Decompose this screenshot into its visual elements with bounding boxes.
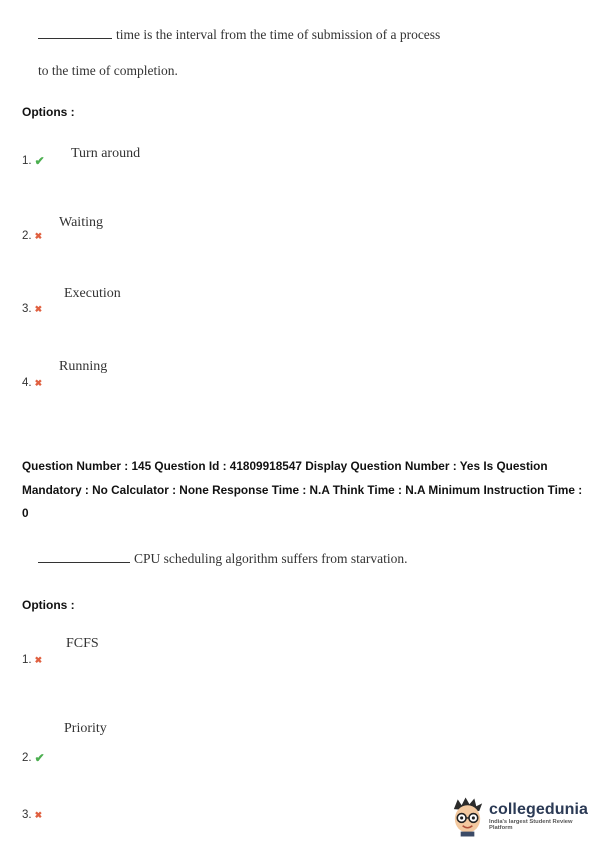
option-number: 4. ✖: [22, 377, 43, 389]
option-text: FCFS: [66, 636, 99, 651]
option-number: 3. ✖: [22, 809, 43, 821]
option-text: Waiting: [59, 215, 103, 230]
options-heading: Options :: [22, 598, 75, 612]
option-number: 1. ✖: [22, 654, 43, 666]
cross-icon: ✖: [34, 377, 43, 388]
check-icon: ✔: [34, 751, 45, 765]
options-heading: Options :: [22, 105, 75, 119]
logo-tagline: India's largest Student Review Platform: [489, 819, 573, 831]
mascot-icon: [448, 795, 487, 837]
question-text: time is the interval from the time of submission of a process: [116, 27, 441, 42]
cross-icon: ✖: [34, 654, 43, 665]
question-text: CPU scheduling algorithm suffers from starvation.: [134, 551, 408, 566]
cross-icon: ✖: [34, 303, 43, 314]
question-text-line1: [38, 27, 440, 43]
question-text-line2: to the time of completion.: [38, 63, 178, 78]
logo-name: collegedunia: [489, 801, 589, 818]
question-meta: Question Number : 145 Question Id : 41809918547 Display Question Number : Yes Is Question Mandatory : No Calculator : None Response Time : N.A Think Time : N.A Minimum Instruction Time : 0: [22, 459, 583, 520]
option-text: Turn around: [71, 146, 141, 161]
option-number: 2. ✔: [22, 751, 45, 765]
option-number: 3. ✖: [22, 303, 43, 315]
answer-blank: [38, 552, 130, 563]
collegedunia-logo: [448, 795, 595, 837]
cross-icon: ✖: [34, 809, 43, 820]
question-text-line: [38, 551, 407, 567]
option-text: Running: [59, 359, 108, 374]
option-text: Execution: [64, 286, 121, 301]
option-number: 2. ✖: [22, 230, 43, 242]
option-text: Priority: [64, 721, 107, 736]
cross-icon: ✖: [34, 230, 43, 241]
answer-blank: [38, 28, 112, 39]
option-number: 1. ✔: [22, 154, 45, 168]
check-icon: ✔: [34, 154, 45, 168]
